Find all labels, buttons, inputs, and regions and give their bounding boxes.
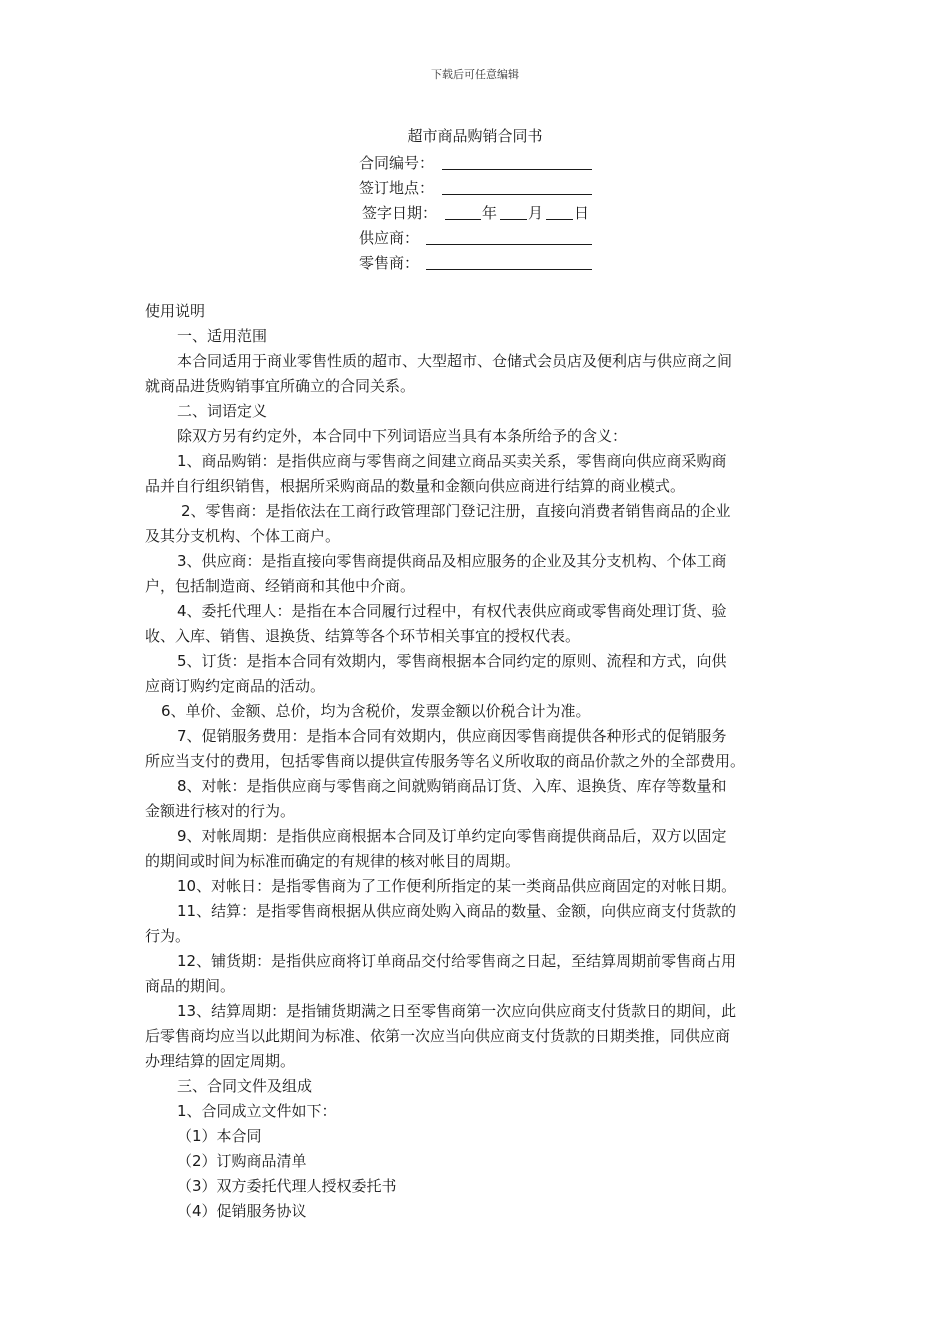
place-blank[interactable] xyxy=(442,194,592,195)
definition-item: 12、铺货期：是指供应商将订单商品交付给零售商之日起，至结算周期前零售商占用 xyxy=(177,952,737,970)
definition-item: 6、单价、金额、总价，均为含税价，发票金额以价税合计为准。 xyxy=(161,702,591,720)
definition-item: 10、对帐日：是指零售商为了工作便利所指定的某一类商品供应商固定的对帐日期。 xyxy=(177,877,737,895)
definition-item-cont: 办理结算的固定周期。 xyxy=(145,1052,296,1070)
document-list-item: （3）双方委托代理人授权委托书 xyxy=(177,1177,397,1195)
section-heading-usage: 使用说明 xyxy=(145,302,206,320)
month-blank[interactable] xyxy=(500,219,527,220)
retailer-label: 零售商： xyxy=(359,254,420,272)
definition-item: 9、对帐周期：是指供应商根据本合同及订单约定向零售商提供商品后，双方以固定 xyxy=(177,827,727,845)
contract-no-blank[interactable] xyxy=(442,169,592,170)
definition-item-cont: 金额进行核对的行为。 xyxy=(145,802,296,820)
section-heading-scope: 一、适用范围 xyxy=(177,327,268,345)
definition-item-cont: 品并自行组织销售，根据所采购商品的数量和金额向供应商进行结算的商业模式。 xyxy=(145,477,686,495)
definition-item: 13、结算周期：是指铺货期满之日至零售商第一次应向供应商支付货款日的期间，此 xyxy=(177,1002,737,1020)
definition-item-cont: 后零售商均应当以此期间为标准、依第一次应当向供应商支付货款的日期类推，同供应商 xyxy=(145,1027,731,1045)
supplier-label: 供应商： xyxy=(359,229,420,247)
definition-item: 2、零售商：是指依法在工商行政管理部门登记注册，直接向消费者销售商品的企业 xyxy=(181,502,731,520)
contract-no-label: 合同编号： xyxy=(359,154,435,172)
definition-item-cont: 收、入库、销售、退换货、结算等各个环节相关事宜的授权代表。 xyxy=(145,627,581,645)
month-label: 月 xyxy=(528,204,544,222)
definition-item: 5、订货：是指本合同有效期内，零售商根据本合同约定的原则、流程和方式，向供 xyxy=(177,652,727,670)
definition-item-cont: 及其分支机构、个体工商户。 xyxy=(145,527,341,545)
definition-item: 1、商品购销：是指供应商与零售商之间建立商品买卖关系，零售商向供应商采购商 xyxy=(177,452,727,470)
header-note: 下载后可任意编辑 xyxy=(431,68,519,81)
paragraph-line: 本合同适用于商业零售性质的超市、大型超市、仓储式会员店及便利店与供应商之间 xyxy=(177,352,733,370)
definition-item-cont: 应商订购约定商品的活动。 xyxy=(145,677,326,695)
section-heading-definitions: 二、词语定义 xyxy=(177,402,268,420)
paragraph-line: 就商品进货购销事宜所确立的合同关系。 xyxy=(145,377,416,395)
definition-item-cont: 所应当支付的费用，包括零售商以提供宣传服务等名义所收取的商品价款之外的全部费用。 xyxy=(145,752,746,770)
definition-item: 8、对帐：是指供应商与零售商之间就购销商品订货、入库、退换货、库存等数量和 xyxy=(177,777,727,795)
definition-item-cont: 的期间或时间为标准而确定的有规律的核对帐目的周期。 xyxy=(145,852,521,870)
day-blank[interactable] xyxy=(546,219,573,220)
definition-item-cont: 商品的期间。 xyxy=(145,977,236,995)
paragraph-line: 除双方另有约定外，本合同中下列词语应当具有本条所给予的含义： xyxy=(177,427,628,445)
document-list-item: （4）促销服务协议 xyxy=(177,1202,307,1220)
definition-item: 11、结算：是指零售商根据从供应商处购入商品的数量、金额，向供应商支付货款的 xyxy=(177,902,737,920)
document-list-item: （1）本合同 xyxy=(177,1127,262,1145)
definition-item: 4、委托代理人：是指在本合同履行过程中，有权代表供应商或零售商处理订货、验 xyxy=(177,602,727,620)
day-label: 日 xyxy=(574,204,590,222)
definition-item-cont: 户，包括制造商、经销商和其他中介商。 xyxy=(145,577,416,595)
definition-item-cont: 行为。 xyxy=(145,927,191,945)
year-label: 年 xyxy=(482,204,498,222)
document-list-item: （2）订购商品清单 xyxy=(177,1152,307,1170)
year-blank[interactable] xyxy=(445,219,481,220)
supplier-blank[interactable] xyxy=(426,244,592,245)
retailer-blank[interactable] xyxy=(426,269,592,270)
definition-item: 7、促销服务费用：是指本合同有效期内，供应商因零售商提供各种形式的促销服务 xyxy=(177,727,727,745)
definition-item: 3、供应商：是指直接向零售商提供商品及相应服务的企业及其分支机构、个体工商 xyxy=(177,552,727,570)
section-heading-documents: 三、合同文件及组成 xyxy=(177,1077,313,1095)
document-title: 超市商品购销合同书 xyxy=(407,127,543,145)
place-label: 签订地点： xyxy=(359,179,435,197)
paragraph-line: 1、合同成立文件如下： xyxy=(177,1102,337,1120)
date-label: 签字日期： xyxy=(362,204,438,222)
